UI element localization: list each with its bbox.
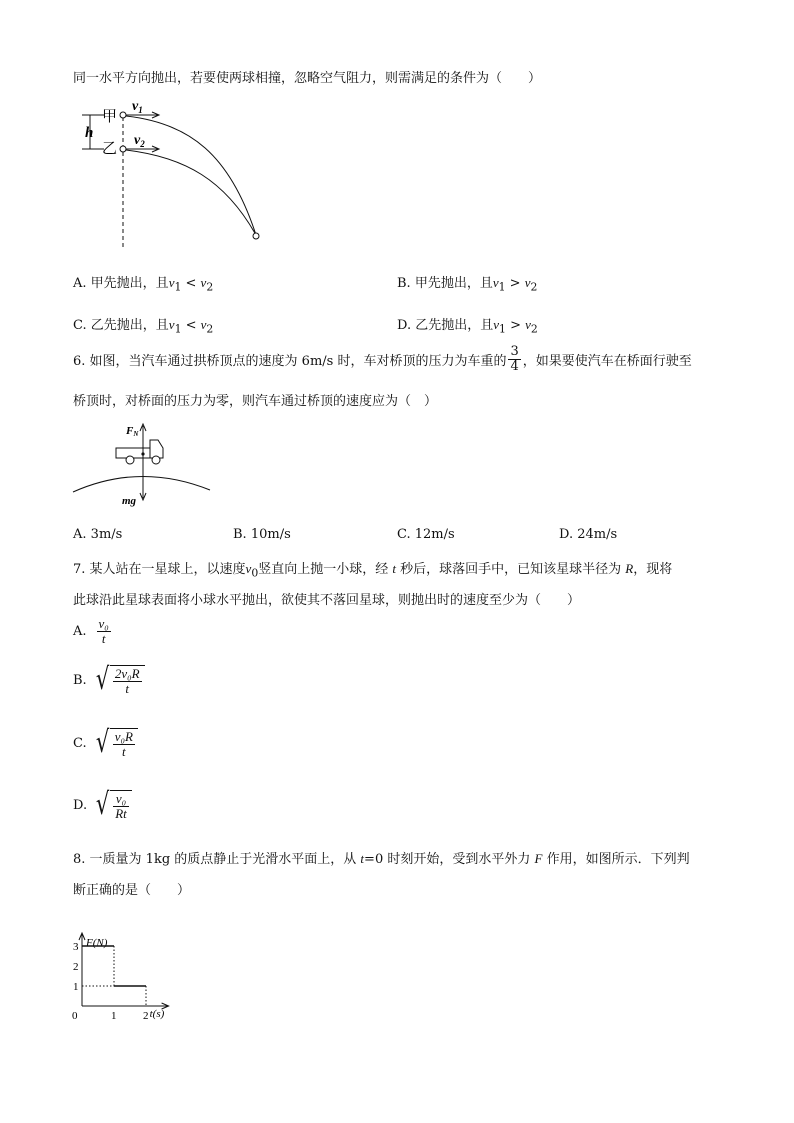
truck-cab	[150, 440, 163, 458]
y-tick-label: 1	[73, 981, 79, 993]
q6-bridge-figure	[70, 420, 215, 512]
q6-option-c[interactable]: C. 12m/s	[397, 527, 455, 542]
q7-option-b[interactable]: B. √ $\frac{\text{2v₀R}}{t}$	[73, 665, 145, 695]
q5-option-d[interactable]: D. 乙先抛出，且$v_1 > v_2$	[397, 317, 538, 336]
q5-projectile-figure	[70, 95, 270, 250]
y-axis-label: F(N)	[86, 937, 108, 949]
label-h: h	[85, 125, 94, 141]
q5-option-a[interactable]: A. 甲先抛出，且$v_1 < v_2$	[73, 275, 214, 294]
q7-option-c[interactable]: C. √ $\frac{\text{v₀R}}{t}$	[73, 728, 138, 758]
trajectory-yi	[126, 150, 256, 235]
label-v2: $v_2$	[134, 133, 145, 149]
x-tick-label: 2	[143, 1010, 149, 1022]
label-yi: 乙	[102, 141, 118, 157]
q6-option-a[interactable]: A. 3m/s	[73, 527, 123, 542]
x-axis-label: t(s)	[149, 1008, 165, 1020]
q7-stem-line1: 7. 某人站在一星球上，以速度$v_0$竖直向上抛一小球，经 t 秒后，球落回手中，已知该星球半径为 R，现将	[73, 561, 673, 580]
label-mg: mg	[122, 495, 137, 507]
force-time-chart	[68, 910, 198, 1022]
q5-option-c[interactable]: C. 乙先抛出，且$v_1 < v_2$	[73, 317, 214, 336]
q8-stem-line1: 8. 一质量为 1kg 的质点静止于光滑水平面上，从 t=0 时刻开始，受到水平外力 F 作用，如图所示．下列判	[73, 851, 690, 867]
label-jia: 甲	[102, 109, 118, 125]
q7-option-a[interactable]: A. $\frac{\text{v₀}}{t}$	[73, 616, 109, 646]
truck-wheel-rear	[126, 456, 134, 464]
q6-stem-line2: 桥顶时，对桥面的压力为零，则汽车通过桥顶的速度应为（ ）	[73, 394, 438, 409]
truck-wheel-front	[152, 456, 160, 464]
y-tick-label: 2	[73, 961, 79, 973]
q6-stem-line1: 6. 如图，当汽车通过拱桥顶点的速度为 6m/s 时，车对桥顶的压力为车重的 $\frac{3}{4}$ ，如果要使汽车在桥面行驶至	[73, 344, 692, 374]
y-tick-label: 3	[73, 941, 79, 953]
q6-option-d[interactable]: D. 24m/s	[559, 527, 618, 542]
trajectory-jia	[126, 116, 256, 235]
q7-option-d[interactable]: D. √ $\frac{\text{v₀}}{Rt}$	[73, 790, 132, 820]
ball-yi	[120, 146, 126, 152]
q5-stem: 同一水平方向抛出，若要使两球相撞，忽略空气阻力，则需满足的条件为（ ）	[73, 71, 542, 86]
q6-option-b[interactable]: B. 10m/s	[233, 527, 291, 542]
truck-bed	[116, 448, 150, 458]
x-tick-label: 0	[72, 1010, 78, 1022]
ball-jia	[120, 112, 126, 118]
label-fn: FN	[126, 425, 139, 438]
collision-point	[253, 233, 259, 239]
q5-option-b[interactable]: B. 甲先抛出，且$v_1 > v_2$	[397, 275, 538, 294]
arch-bridge	[73, 476, 210, 492]
center-of-mass	[141, 452, 144, 455]
q8-stem-line2: 断正确的是（ ）	[73, 883, 191, 898]
x-tick-label: 1	[111, 1010, 117, 1022]
q7-stem-line2: 此球沿此星球表面将小球水平抛出，欲使其不落回星球，则抛出时的速度至少为（ ）	[73, 593, 581, 608]
label-v1: $v_1$	[132, 99, 143, 115]
